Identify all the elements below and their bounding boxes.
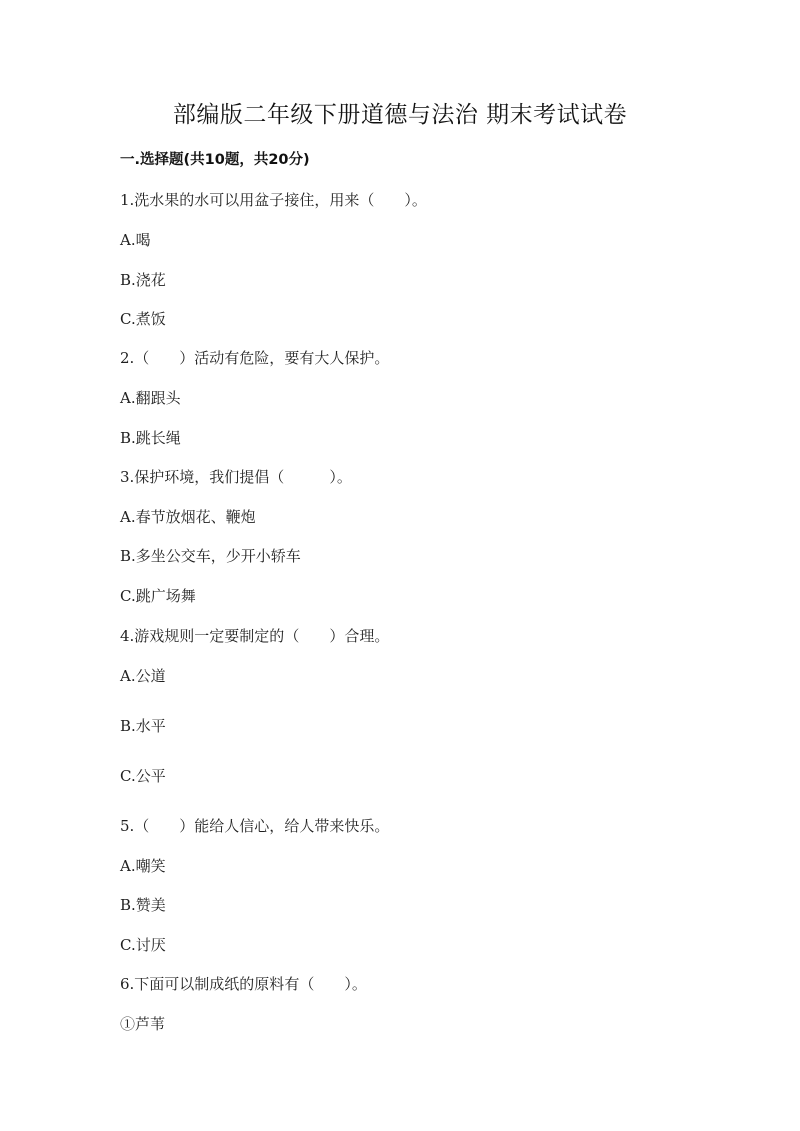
question-3-stem: 3.保护环境，我们提倡（ ）。 bbox=[120, 468, 352, 486]
question-4-option-b: B.水平 bbox=[120, 717, 166, 735]
question-4-stem: 4.游戏规则一定要制定的（ ）合理。 bbox=[120, 627, 390, 645]
question-3-option-b: B.多坐公交车，少开小轿车 bbox=[120, 547, 301, 565]
question-3-option-a: A.春节放烟花、鞭炮 bbox=[120, 508, 256, 526]
question-5-option-b: B.赞美 bbox=[120, 896, 166, 914]
question-6-stem: 6.下面可以制成纸的原料有（ ）。 bbox=[120, 975, 367, 993]
question-5-option-a: A.嘲笑 bbox=[120, 857, 166, 875]
question-4-option-c: C.公平 bbox=[120, 767, 166, 785]
question-1-stem: 1.洗水果的水可以用盆子接住，用来（ ）。 bbox=[120, 191, 427, 209]
question-6-option-1: ①芦苇 bbox=[120, 1015, 166, 1033]
question-4-option-a: A.公道 bbox=[120, 667, 166, 685]
question-5-option-c: C.讨厌 bbox=[120, 936, 166, 954]
question-3-option-c: C.跳广场舞 bbox=[120, 587, 196, 605]
section-heading: 一.选择题(共10题，共20分) bbox=[120, 152, 310, 168]
question-2-stem: 2.（ ）活动有危险，要有大人保护。 bbox=[120, 349, 390, 367]
question-1-option-b: B.浇花 bbox=[120, 271, 166, 289]
question-2-option-b: B.跳长绳 bbox=[120, 429, 181, 447]
question-5-stem: 5.（ ）能给人信心，给人带来快乐。 bbox=[120, 817, 390, 835]
question-2-option-a: A.翻跟头 bbox=[120, 389, 181, 407]
question-1-option-c: C.煮饭 bbox=[120, 310, 166, 328]
page-title: 部编版二年级下册道德与法治 期末考试试卷 bbox=[172, 102, 628, 128]
question-1-option-a: A.喝 bbox=[120, 231, 151, 249]
